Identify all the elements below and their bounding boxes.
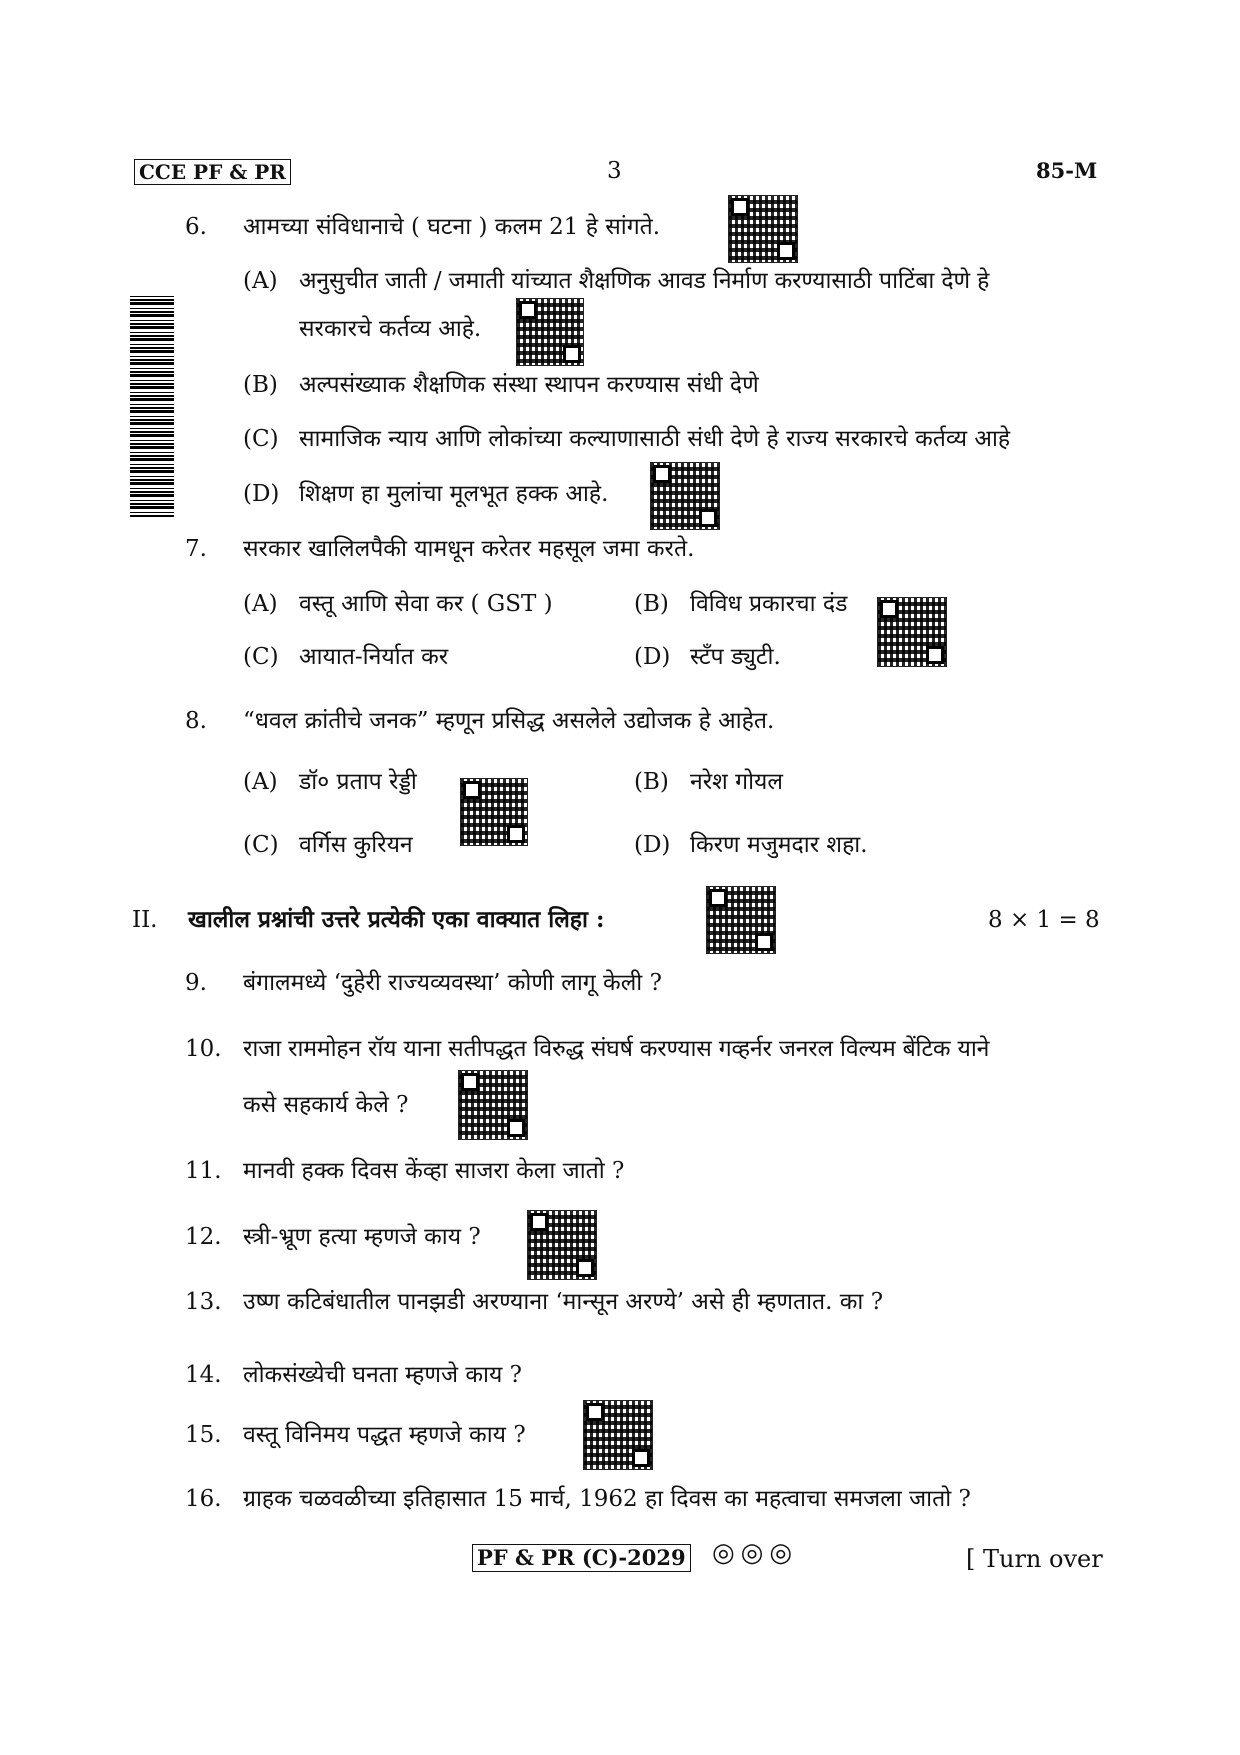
q7-option-c-label: (C) xyxy=(243,644,279,670)
q12-number: 12. xyxy=(185,1224,222,1250)
q6-option-b-label: (B) xyxy=(243,372,278,398)
q6-option-d-label: (D) xyxy=(243,481,280,507)
q8-option-b-text: नरेश गोयल xyxy=(690,769,783,795)
qr-code-icon xyxy=(706,886,776,954)
qr-code-icon xyxy=(728,195,798,263)
qr-code-icon xyxy=(516,298,584,366)
q7-option-c-text: आयात-निर्यात कर xyxy=(299,644,449,670)
q8-option-a-label: (A) xyxy=(243,769,278,795)
q9-text: बंगालमध्ये ‘दुहेरी राज्यव्यवस्था’ कोणी लागू केली ? xyxy=(243,970,662,996)
q8-option-c-label: (C) xyxy=(243,832,279,858)
section-roman: II. xyxy=(132,907,158,933)
q7-option-d-label: (D) xyxy=(634,644,671,670)
turn-over-note: [ Turn over xyxy=(966,1545,1103,1573)
q6-option-b-text: अल्पसंख्याक शैक्षणिक संस्था स्थापन करण्यास संधी देणे xyxy=(299,372,759,398)
q12-text: स्त्री-भ्रूण हत्या म्हणजे काय ? xyxy=(243,1224,481,1250)
q7-text: सरकार खालिलपैकी यामधून करेतर महसूल जमा करते. xyxy=(243,536,695,562)
side-barcode xyxy=(130,295,174,517)
q15-number: 15. xyxy=(185,1422,222,1448)
q7-option-b-text: विविध प्रकारचा दंड xyxy=(690,591,848,617)
paper-code: 85-M xyxy=(1036,158,1098,183)
section-title: खालील प्रश्नांची उत्तरे प्रत्येकी एका वाक्यात लिहा : xyxy=(188,906,605,933)
q10-text-2: कसे सहकार्य केले ? xyxy=(243,1092,409,1118)
qr-code-icon xyxy=(527,1210,597,1280)
q13-number: 13. xyxy=(185,1289,222,1315)
q7-option-a-text: वस्तू आणि सेवा कर ( GST ) xyxy=(299,591,553,617)
q11-text: मानवी हक्क दिवस केंव्हा साजरा केला जातो ? xyxy=(243,1158,625,1184)
q13-text: उष्ण कटिबंधातील पानझडी अरण्याना ‘मान्सून अरण्ये’ असे ही म्हणतात. का ? xyxy=(243,1289,884,1315)
q16-number: 16. xyxy=(185,1486,222,1512)
qr-code-icon xyxy=(650,462,720,530)
q10-number: 10. xyxy=(185,1036,222,1062)
q8-option-d-text: किरण मजुमदार शहा. xyxy=(690,832,868,858)
qr-code-icon xyxy=(460,778,528,846)
q6-option-a-text-2: सरकारचे कर्तव्य आहे. xyxy=(299,316,482,342)
q8-number: 8. xyxy=(185,708,207,734)
q6-option-d-text: शिक्षण हा मुलांचा मूलभूत हक्क आहे. xyxy=(299,481,609,507)
q11-number: 11. xyxy=(185,1158,222,1184)
q7-option-a-label: (A) xyxy=(243,591,278,617)
qr-code-icon xyxy=(583,1400,653,1470)
header-code-box: CCE PF & PR xyxy=(134,159,291,185)
footer-ring-symbols: ◎◎◎ xyxy=(712,1538,799,1568)
q6-option-c-label: (C) xyxy=(243,426,279,452)
qr-code-icon xyxy=(458,1070,528,1140)
q7-number: 7. xyxy=(185,536,207,562)
q6-option-c-text: सामाजिक न्याय आणि लोकांच्या कल्याणासाठी संधी देणे हे राज्य सरकारचे कर्तव्य आहे xyxy=(299,426,1011,452)
q15-text: वस्तू विनिमय पद्धत म्हणजे काय ? xyxy=(243,1422,526,1448)
q8-option-b-label: (B) xyxy=(634,769,669,795)
q8-option-a-text: डॉ० प्रताप रेड्डी xyxy=(299,769,417,795)
q6-option-a-text: अनुसुचीत जाती / जमाती यांच्यात शैक्षणिक आवड निर्माण करण्यासाठी पाटिंबा देणे हे xyxy=(299,268,990,294)
section-marks: 8 × 1 = 8 xyxy=(988,907,1100,933)
q8-option-d-label: (D) xyxy=(634,832,671,858)
q6-number: 6. xyxy=(185,214,207,240)
q10-text: राजा राममोहन रॉय याना सतीपद्धत विरुद्ध संघर्ष करण्यास गव्हर्नर जनरल विल्यम बेंटिक याने xyxy=(243,1036,990,1062)
q8-text: “धवल क्रांतीचे जनक” म्हणून प्रसिद्ध असलेले उद्योजक हे आहेत. xyxy=(243,708,775,734)
q6-text: आमच्या संविधानाचे ( घटना ) कलम 21 हे सांगते. xyxy=(243,214,661,240)
q16-text: ग्राहक चळवळीच्या इतिहासात 15 मार्च, 1962 हा दिवस का महत्वाचा समजला जातो ? xyxy=(243,1486,971,1512)
q8-option-c-text: वर्गिस कुरियन xyxy=(299,832,413,858)
footer-code-box: PF & PR (C)-2029 xyxy=(472,1544,691,1572)
q9-number: 9. xyxy=(185,970,207,996)
q14-number: 14. xyxy=(185,1362,222,1388)
q6-option-a-label: (A) xyxy=(243,268,278,294)
q7-option-d-text: स्टँप ड्युटी. xyxy=(690,644,781,670)
q7-option-b-label: (B) xyxy=(634,591,669,617)
q14-text: लोकसंख्येची घनता म्हणजे काय ? xyxy=(243,1362,522,1388)
page-number: 3 xyxy=(607,158,622,184)
qr-code-icon xyxy=(877,597,947,667)
